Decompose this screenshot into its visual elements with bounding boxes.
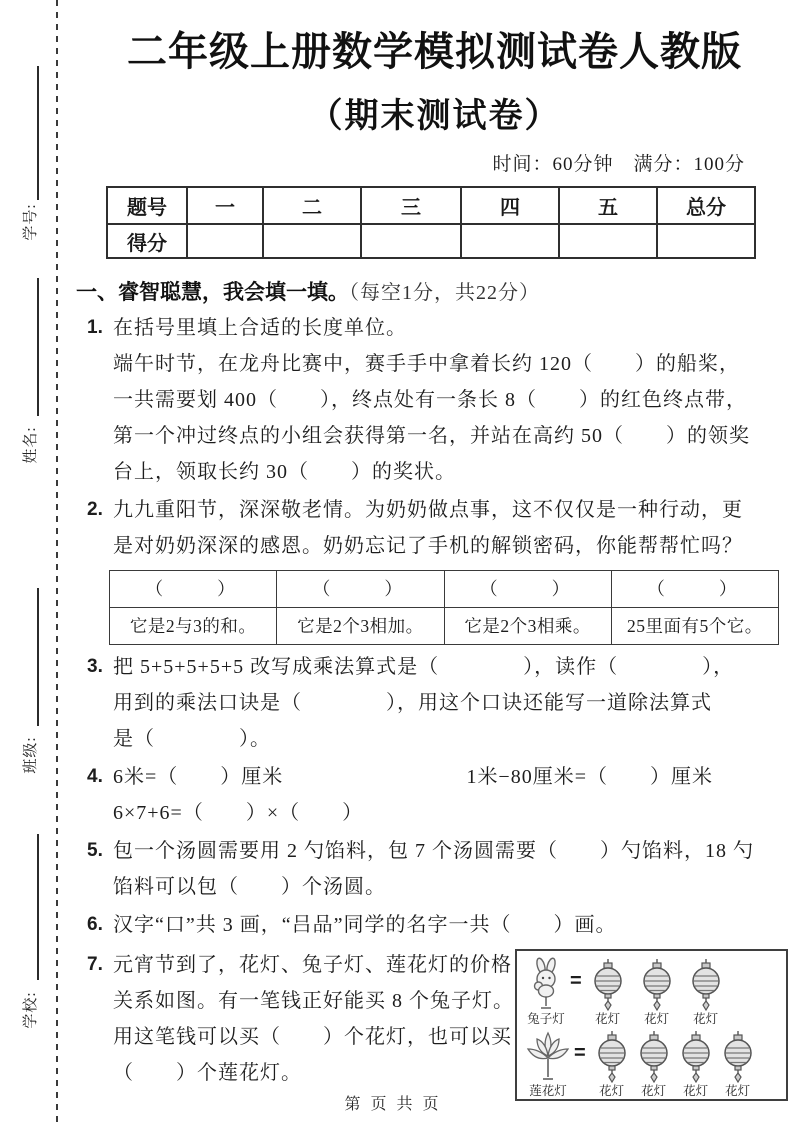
- flower-lantern-icon: [720, 1031, 756, 1083]
- q5-number: 5.: [87, 840, 103, 861]
- score-cell-empty: [187, 224, 263, 258]
- name-write-line: [37, 278, 39, 416]
- name-label: 姓名:: [23, 426, 39, 464]
- question-6: [76, 907, 793, 943]
- q7-lantern-figure: [515, 949, 788, 1101]
- school-label: 学校:: [23, 991, 39, 1029]
- score-cell-empty: [263, 224, 361, 258]
- q7-line-first: [76, 947, 515, 983]
- flower-lantern-label: 花灯: [641, 1084, 667, 1098]
- q6-line: [76, 907, 793, 943]
- left-margin-rail: [0, 0, 58, 1122]
- q1-line: 台上，领取长约 30（ ）的奖状。: [113, 461, 456, 483]
- q2-blank-cell: （ ）: [611, 571, 778, 608]
- exam-meta: 时间：60分钟 满分：100分: [492, 154, 745, 175]
- q4-left-expression: 6米=（ ）厘米: [113, 766, 284, 788]
- flower-lantern-item: [688, 959, 724, 1027]
- score-header-5: 五: [559, 187, 657, 224]
- q4-number: 4.: [87, 766, 103, 787]
- question-1: [76, 310, 793, 490]
- q1-line: 一共需要划 400（ ），终点处有一条长 8（ ）的红色终点带，: [113, 389, 747, 411]
- q2-line: 是对奶奶深深的感恩。奶奶忘记了手机的解锁密码，你能帮帮忙吗？: [113, 535, 743, 557]
- lotus-lantern-icon: [525, 1029, 571, 1083]
- section-1-title: 一、睿智聪慧，我会填一填。: [76, 281, 349, 304]
- rabbit-lantern-label: 兔子灯: [527, 1012, 565, 1026]
- rabbit-lantern-icon: [525, 957, 567, 1011]
- flower-lantern-label: 花灯: [595, 1012, 621, 1026]
- question-2: [76, 492, 793, 645]
- q3-line-first: [76, 649, 793, 685]
- flower-lantern-label: 花灯: [693, 1012, 719, 1026]
- flower-lantern-item: [678, 1031, 714, 1099]
- rabbit-lantern-item: [525, 957, 567, 1027]
- student-id-label: 学号:: [23, 203, 39, 241]
- figure-row-rabbit: [525, 955, 780, 1027]
- question-4: [76, 759, 793, 831]
- q3-line: 用到的乘法口诀是（ ），用这个口诀还能写一道除法算式: [113, 692, 712, 714]
- page-title: 二年级上册数学模拟测试卷人教版: [127, 30, 742, 74]
- paper-content: [58, 0, 793, 1122]
- q5-line-first: [76, 833, 793, 869]
- question-7: [76, 947, 793, 1101]
- flower-lantern-icon: [639, 959, 675, 1011]
- score-header-1: 一: [187, 187, 263, 224]
- equals-sign: =: [570, 970, 583, 992]
- flower-lantern-item: [594, 1031, 630, 1099]
- q1-intro-line: [76, 310, 793, 346]
- q2-password-table: [109, 570, 779, 645]
- q1-intro: 在括号里填上合适的长度单位。: [113, 317, 407, 339]
- q4-line2: 6×7+6=（ ）×（ ）: [113, 802, 364, 824]
- q2-text: 九九重阳节，深深敬老情。为奶奶做点事，这不仅仅是一种行动，更: [113, 499, 743, 521]
- q2-number: 2.: [87, 499, 103, 520]
- school-write-line: [37, 834, 39, 980]
- flower-lantern-item: [639, 959, 675, 1027]
- score-header-total: 总分: [657, 187, 755, 224]
- class-write-line: [37, 588, 39, 726]
- q3-line: 是（ ）。: [113, 728, 271, 750]
- q1-number: 1.: [87, 317, 103, 338]
- questions-block: [76, 310, 793, 1101]
- class-label: 班级:: [23, 736, 39, 774]
- flower-lantern-item: [636, 1031, 672, 1099]
- question-5: [76, 833, 793, 905]
- flower-lantern-item: [720, 1031, 756, 1099]
- q1-line: 端午时节，在龙舟比赛中，赛手手中拿着长约 120（ ）的船桨，: [113, 353, 740, 375]
- q2-blank-cell: （ ）: [444, 571, 611, 608]
- q7-number: 7.: [87, 954, 103, 975]
- q3-number: 3.: [87, 656, 103, 677]
- score-table: [106, 186, 756, 259]
- q2-desc-cell: 它是2个3相加。: [277, 608, 444, 645]
- flower-lantern-label: 花灯: [644, 1012, 670, 1026]
- score-cell-empty: [559, 224, 657, 258]
- q5-line: 馅料可以包（ ）个汤圆。: [113, 876, 386, 898]
- score-row-label: 得分: [107, 224, 187, 258]
- q2-line-first: [76, 492, 793, 528]
- flower-lantern-label: 花灯: [683, 1084, 709, 1098]
- score-header-2: 二: [263, 187, 361, 224]
- q1-line: 第一个冲过终点的小组会获得第一名，并站在高约 50（ ）的领奖: [113, 425, 750, 447]
- q2-blank-cell: （ ）: [277, 571, 444, 608]
- q3-text: 把 5+5+5+5+5 改写成乘法算式是（ ），读作（ ），: [113, 656, 735, 678]
- lotus-lantern-label: 莲花灯: [529, 1084, 567, 1098]
- q6-number: 6.: [87, 914, 103, 935]
- lotus-lantern-item: [525, 1029, 571, 1099]
- section-1-note: （每空1分，共22分）: [349, 282, 540, 304]
- q2-desc-cell: 它是2与3的和。: [110, 608, 277, 645]
- flower-lantern-icon: [594, 1031, 630, 1083]
- q7-text: 元宵节到了，花灯、兔子灯、莲花灯的价格: [113, 954, 512, 976]
- figure-row-lotus: [525, 1027, 780, 1099]
- q2-desc-cell: 25里面有5个它。: [611, 608, 778, 645]
- flower-lantern-item: [590, 959, 626, 1027]
- page-subtitle: （期末测试卷）: [308, 97, 561, 135]
- score-cell-empty: [361, 224, 461, 258]
- question-3: [76, 649, 793, 757]
- q4-line-first: [76, 759, 793, 795]
- score-cell-empty: [657, 224, 755, 258]
- flower-lantern-icon: [688, 959, 724, 1011]
- q7-line: 用这笔钱可以买（ ）个花灯，也可以买: [113, 1026, 512, 1048]
- score-cell-empty: [461, 224, 559, 258]
- equals-sign: =: [574, 1042, 587, 1064]
- student-id-write-line: [37, 66, 39, 200]
- score-header-question: 题号: [107, 187, 187, 224]
- q6-text: 汉字“口”共 3 画，“吕品”同学的名字一共（ ）画。: [113, 914, 617, 936]
- q7-line: 关系如图。有一笔钱正好能买 8 个兔子灯。: [113, 990, 514, 1012]
- flower-lantern-label: 花灯: [599, 1084, 625, 1098]
- flower-lantern-icon: [590, 959, 626, 1011]
- flower-lantern-icon: [636, 1031, 672, 1083]
- score-header-4: 四: [461, 187, 559, 224]
- q4-right-expression: 1米−80厘米=（ ）厘米: [466, 766, 713, 788]
- section-1-heading: [76, 277, 793, 308]
- q7-line: （ ）个莲花灯。: [113, 1062, 302, 1084]
- q2-desc-cell: 它是2个3相乘。: [444, 608, 611, 645]
- flower-lantern-icon: [678, 1031, 714, 1083]
- q7-text-column: [76, 947, 515, 1101]
- page-footer: 第页共页: [344, 1096, 449, 1113]
- flower-lantern-label: 花灯: [725, 1084, 751, 1098]
- q2-blank-cell: （ ）: [110, 571, 277, 608]
- q5-text: 包一个汤圆需要用 2 勺馅料，包 7 个汤圆需要（ ）勺馅料，18 勺: [113, 840, 754, 862]
- score-header-3: 三: [361, 187, 461, 224]
